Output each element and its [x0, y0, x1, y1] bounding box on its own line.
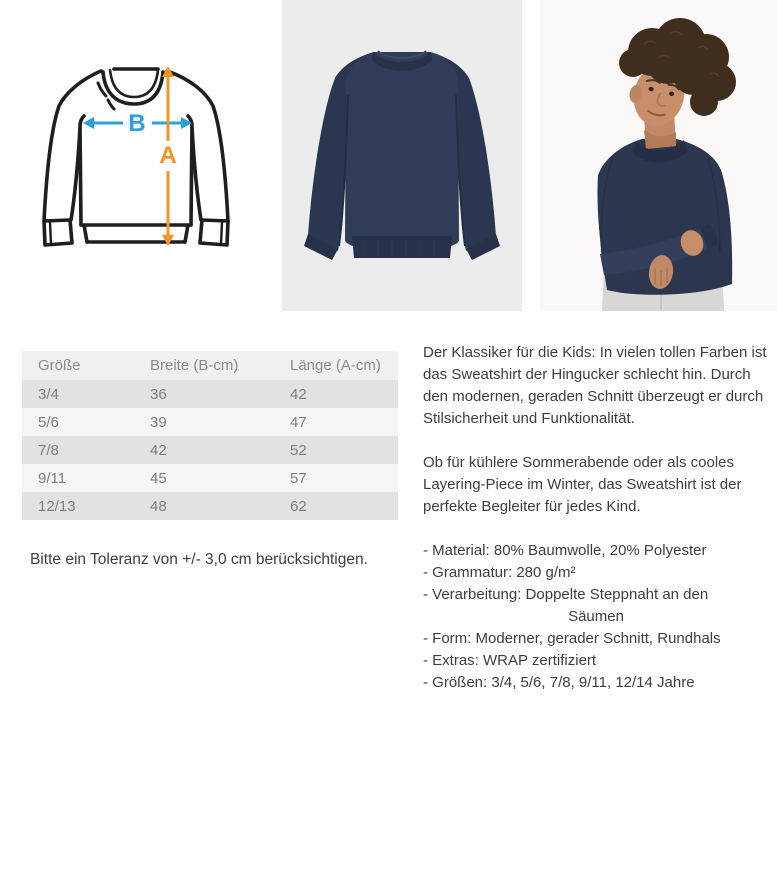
cell-length: 42	[274, 380, 398, 408]
cell-size: 7/8	[22, 436, 134, 464]
table-row	[22, 464, 398, 492]
cell-width: 45	[134, 464, 274, 492]
cell-width: 48	[134, 492, 274, 520]
table-row	[22, 408, 398, 436]
table-row	[22, 492, 398, 520]
product-description	[423, 342, 769, 694]
diagram-label-a: A	[159, 142, 177, 169]
cell-size: 12/13	[22, 492, 134, 520]
spec-verarbeitung-line2: Säumen	[568, 608, 624, 625]
cell-length: 52	[274, 436, 398, 464]
tolerance-note: Bitte ein Toleranz von +/- 3,0 cm berücksichtigen.	[30, 551, 368, 568]
size-diagram-illustration	[0, 0, 282, 311]
cell-length: 62	[274, 492, 398, 520]
sweatshirt-outline	[44, 69, 228, 245]
cell-length: 57	[274, 464, 398, 492]
table-row	[22, 380, 398, 408]
spec-verarbeitung	[423, 584, 769, 628]
cell-width: 42	[134, 436, 274, 464]
size-table	[22, 351, 398, 520]
description-paragraph-2: Ob für kühlere Sommerabende oder als cooles Layering-Piece im Winter, das Sweatshirt ist der perfekte Begleiter für jedes Kind.	[423, 454, 742, 515]
cell-length: 47	[274, 408, 398, 436]
cell-width: 39	[134, 408, 274, 436]
size-diagram-panel	[0, 0, 282, 311]
model-photo-illustration	[540, 0, 777, 311]
diagram-label-b: B	[128, 110, 146, 137]
cell-size: 5/6	[22, 408, 134, 436]
table-row	[22, 436, 398, 464]
header-groesse: Größe	[22, 351, 134, 380]
spec-material: - Material: 80% Baumwolle, 20% Polyester	[423, 542, 707, 559]
description-paragraph-1: Der Klassiker für die Kids: In vielen tollen Farben ist das Sweatshirt der Hingucker schlecht hin. Durch den modernen, geraden Schnitt überzeugt er durch Stilsicherheit und Funktionalität.	[423, 344, 767, 427]
model-photo-panel	[540, 0, 777, 311]
size-table-header-row	[22, 351, 398, 380]
spec-grammatur: - Grammatur: 280 g/m²	[423, 564, 576, 581]
spec-form: - Form: Moderner, gerader Schnitt, Rundhals	[423, 630, 721, 647]
product-specs	[423, 540, 769, 694]
cell-width: 36	[134, 380, 274, 408]
header-breite: Breite (B-cm)	[134, 351, 274, 380]
cell-size: 9/11	[22, 464, 134, 492]
spec-verarbeitung-line1: - Verarbeitung: Doppelte Steppnaht an den	[423, 586, 709, 603]
product-photo-panel	[282, 0, 522, 311]
spec-extras: - Extras: WRAP zertifiziert	[423, 652, 597, 669]
header-laenge: Länge (A-cm)	[274, 351, 398, 380]
spec-groessen: - Größen: 3/4, 5/6, 7/8, 9/11, 12/14 Jahre	[423, 674, 695, 691]
product-photo-illustration	[282, 0, 522, 311]
cell-size: 3/4	[22, 380, 134, 408]
